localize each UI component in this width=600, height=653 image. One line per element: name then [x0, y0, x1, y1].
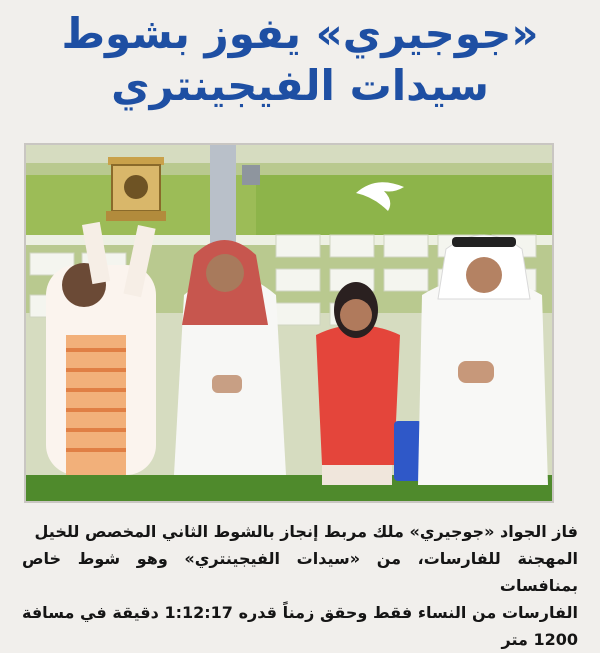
- body-line-2: المهجنة للفارسات، من «سيدات الفيجينتري» وهو شوط خاص بمنافسات: [22, 549, 578, 595]
- body-line-1: فاز الجواد «جوجيري» ملك مربط إنجاز بالشوط الثاني المخصص للخيل: [34, 522, 578, 541]
- article-body: [22, 518, 578, 649]
- trophy-icon: [106, 157, 166, 221]
- article-headline: [0, 8, 600, 112]
- body-line-3: الفارسات من النساء فقط وحقق زمناً قدره 1:12:17 دقيقة في مسافة 1200 متر: [22, 603, 578, 649]
- article-photo: [24, 143, 554, 503]
- photo-illustration: [26, 145, 552, 501]
- headline-line-2: سيدات الفيجينتري: [111, 61, 489, 110]
- headline-line-1: «جوجيري» يفوز بشوط: [61, 9, 539, 58]
